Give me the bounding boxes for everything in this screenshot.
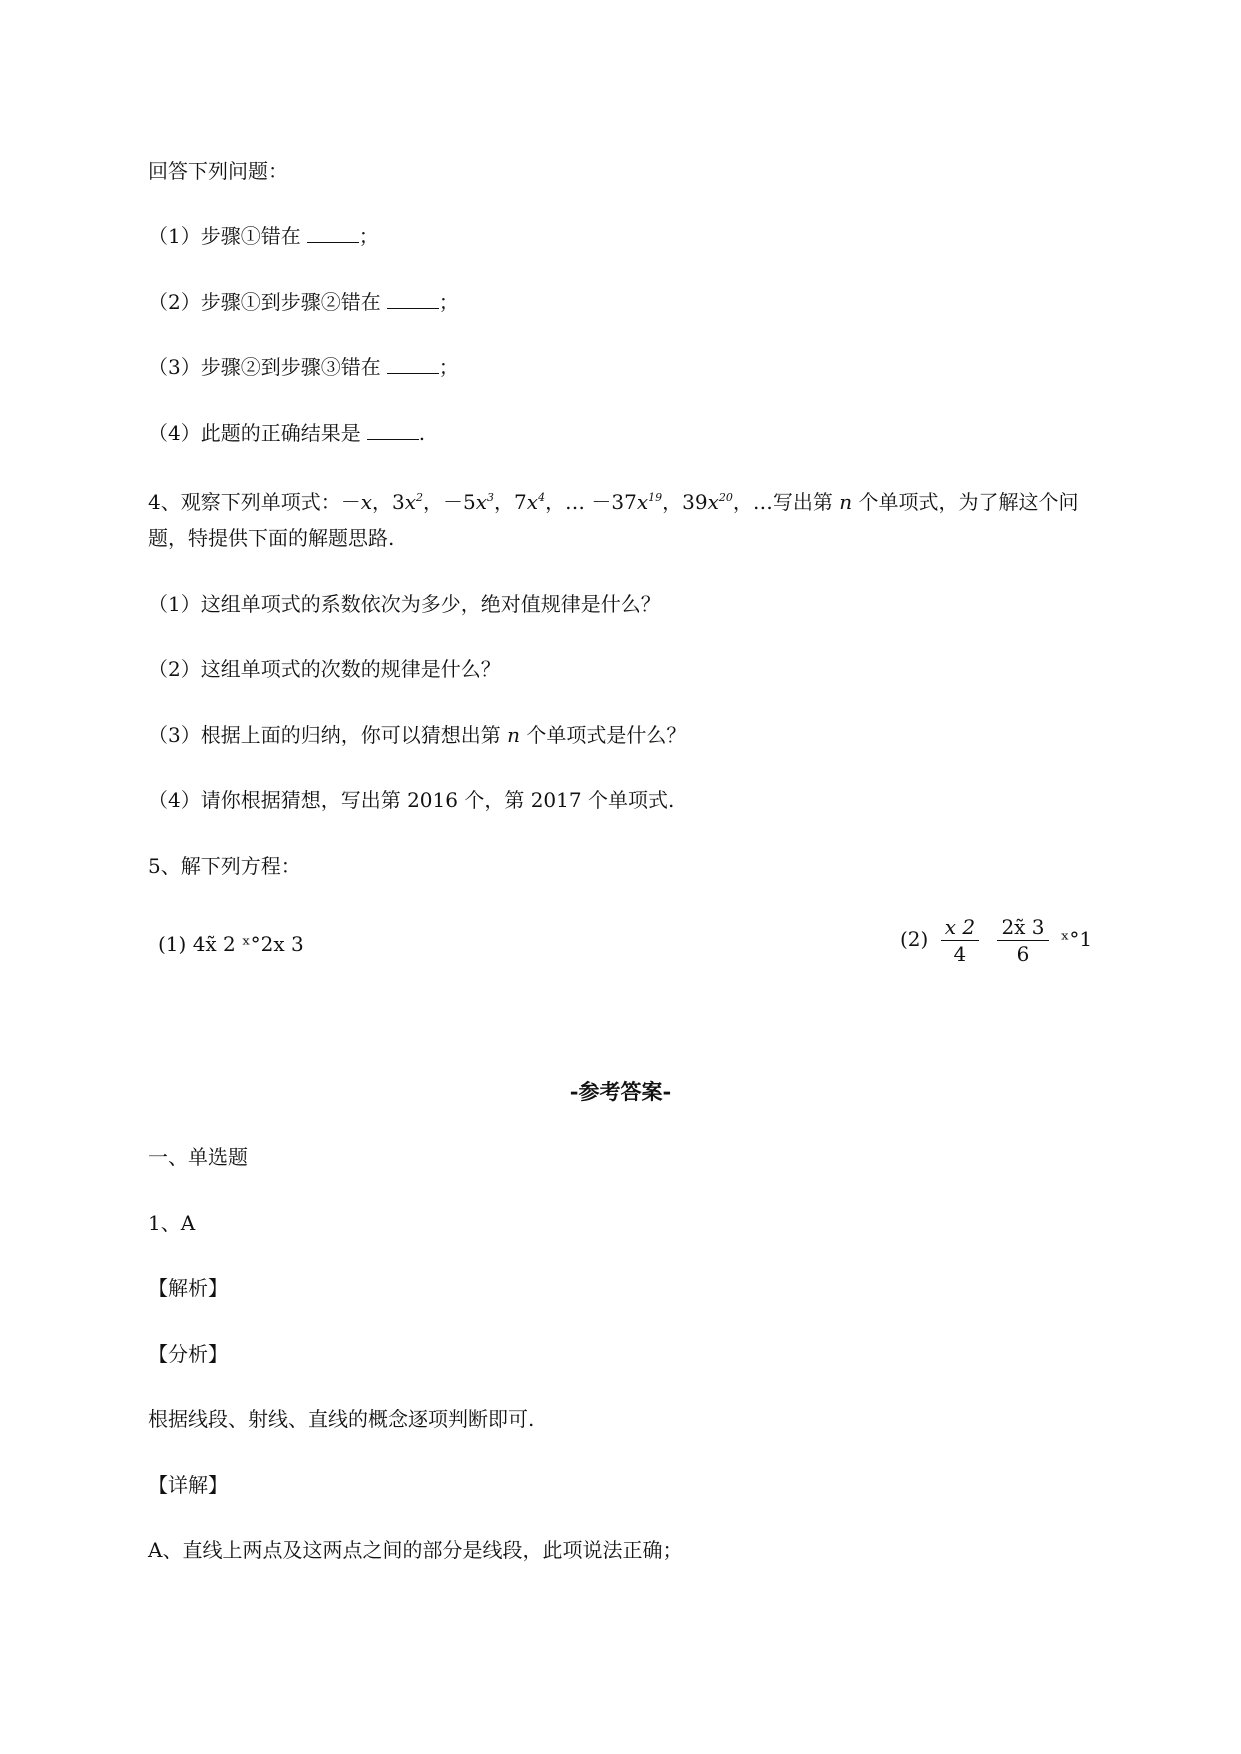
answer-blank xyxy=(387,288,439,309)
analysis-heading: 【解析】 xyxy=(148,1276,228,1300)
q5-title: 5、解下列方程： xyxy=(148,854,301,878)
q4-line-2: 题，特提供下面的解题思路. xyxy=(148,526,395,550)
option-a-text: A、直线上两点及这两点之间的部分是线段，此项说法正确； xyxy=(148,1538,683,1562)
q3-prompt: 回答下列问题： xyxy=(148,159,288,183)
q4-item-3: （3）根据上面的归纳，你可以猜想出第 n 个单项式是什么？ xyxy=(148,723,687,747)
fenxi-text: 根据线段、射线、直线的概念逐项判断即可. xyxy=(148,1407,535,1431)
answer-1: 1、A xyxy=(148,1211,196,1235)
fenxi-heading: 【分析】 xyxy=(148,1342,228,1366)
answer-blank xyxy=(307,222,359,243)
detail-heading: 【详解】 xyxy=(148,1473,228,1497)
equation-2: (2) $\frac{x 2}{4}$ $\frac{2x̃ 3}{6}$ ˣ°1 xyxy=(900,915,1093,966)
q4-item-1: （1）这组单项式的系数依次为多少，绝对值规律是什么？ xyxy=(148,592,661,616)
answer-blank xyxy=(387,353,439,374)
q3-item-1: （1）步骤①错在 ； xyxy=(148,224,379,248)
fraction-2: $\frac{2x̃ 3}{6}$ xyxy=(997,914,1048,967)
equation-1: (1) 4x̃ 2 ˣ°2x 3 xyxy=(158,932,304,956)
answers-title: -参考答案- xyxy=(569,1079,672,1104)
section-heading: 一、单选题 xyxy=(148,1145,248,1169)
q4-item-4: （4）请你根据猜想，写出第 2016 个，第 2017 个单项式. xyxy=(148,788,675,812)
fraction-1: $\frac{x 2}{4}$ xyxy=(941,914,979,967)
q3-item-4: （4）此题的正确结果是 . xyxy=(148,421,426,445)
q3-item-3: （3）步骤②到步骤③错在 ； xyxy=(148,355,459,379)
q3-item-2: （2）步骤①到步骤②错在 ； xyxy=(148,290,459,314)
q4-item-2: （2）这组单项式的次数的规律是什么？ xyxy=(148,657,501,681)
answer-blank xyxy=(367,419,419,440)
q4-line-1: 4、观察下列单项式：－x，$3x^2$，$-5x^3$，$7x^4$，… $-37x^{19}$，$39x^{20}$，…写出第 n 个单项式，为了解这个问 xyxy=(148,490,1079,514)
